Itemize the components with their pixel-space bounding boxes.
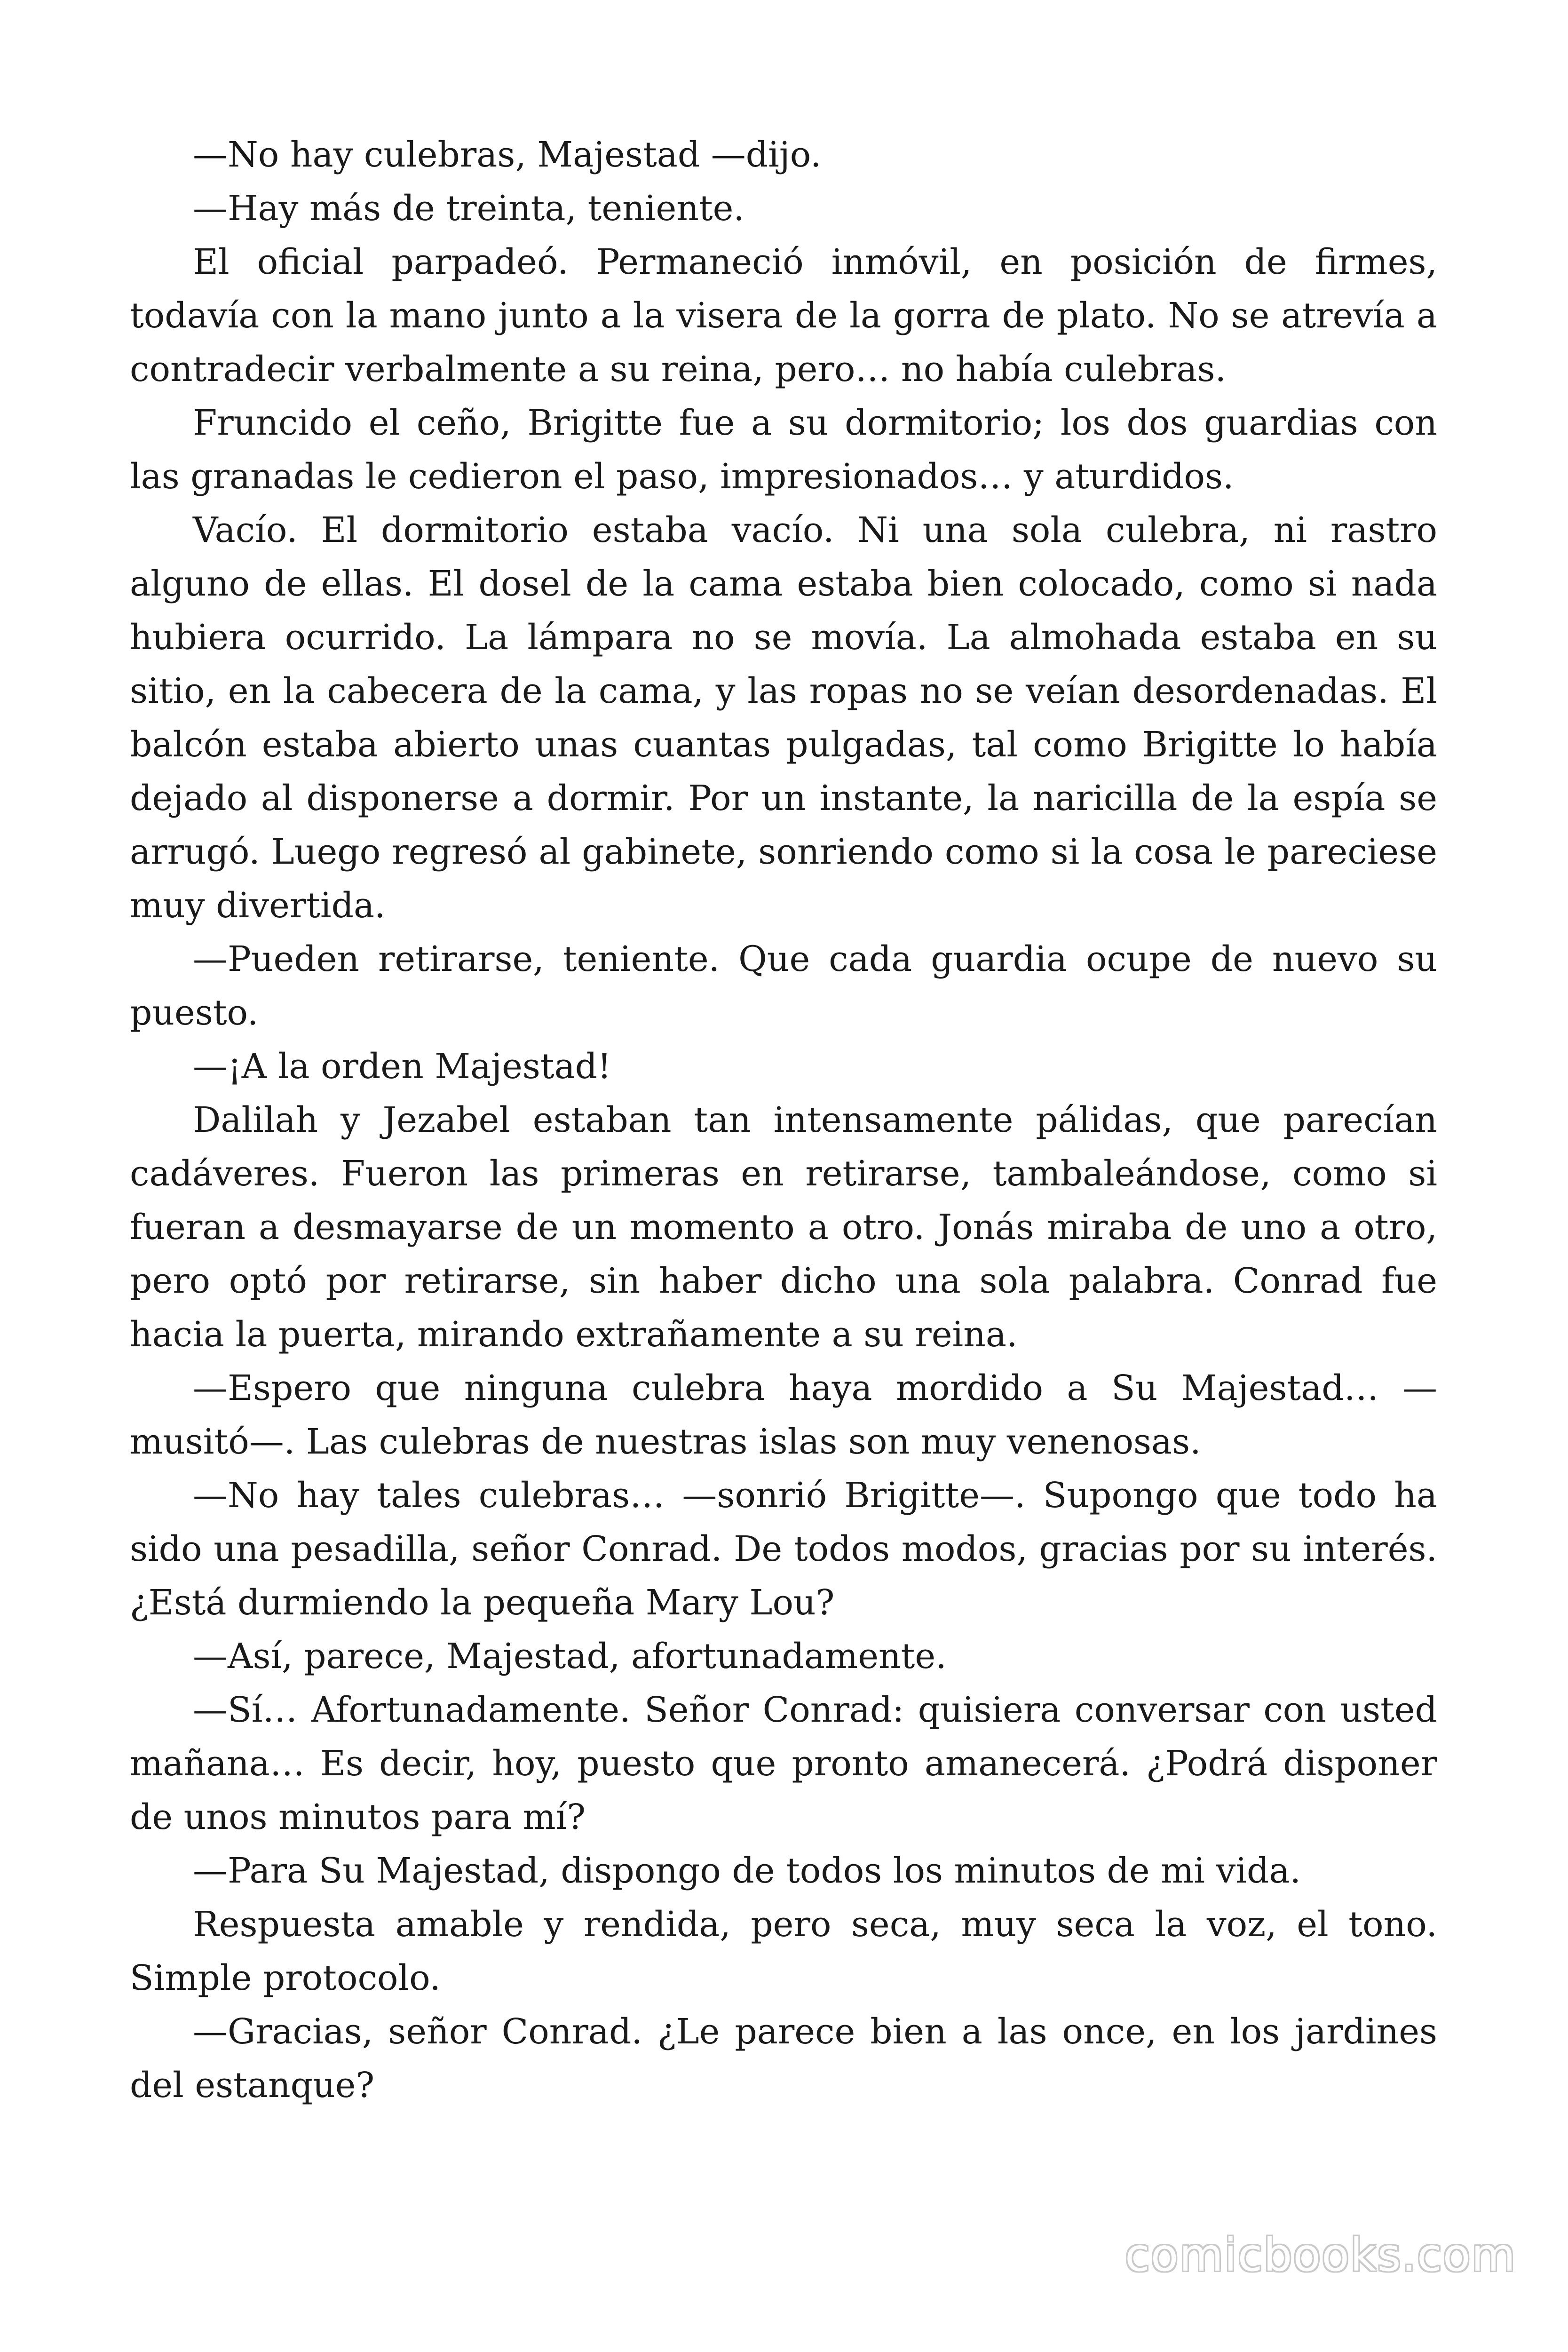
paragraph: —Sí… Afortunadamente. Señor Conrad: quisiera conversar con usted mañana… Es decir, hoy, puesto que pronto amanecerá. ¿Podrá disponer de unos minutos para mí?: [130, 1690, 1437, 1837]
paragraph: —No hay culebras, Majestad —dijo.: [193, 135, 822, 175]
paragraph: Fruncido el ceño, Brigitte fue a su dormitorio; los dos guardias con las granadas le cedieron el paso, impresionados… y aturdidos.: [130, 403, 1437, 497]
paragraph: —Para Su Majestad, dispongo de todos los minutos de mi vida.: [193, 1851, 1301, 1891]
paragraph: Dalilah y Jezabel estaban tan intensamente pálidas, que parecían cadáveres. Fueron las primeras en retirarse, tambaleándose, como si fueran a desmayarse de un momento a otro. Jonás miraba de uno a otro, pero optó por retirarse, sin haber dicho una sola palabra. Conrad fue hacia la puerta, mirando extrañamente a su reina.: [130, 1100, 1437, 1355]
paragraph: —Así, parece, Majestad, afortunadamente.: [193, 1636, 947, 1677]
paragraph: —Hay más de treinta, teniente.: [193, 188, 744, 229]
paragraph: —¡A la orden Majestad!: [193, 1046, 611, 1087]
paragraph: El oficial parpadeó. Permaneció inmóvil, en posición de firmes, todavía con la mano junto a la visera de la gorra de plato. No se atrevía a contradecir verbalmente a su reina, pero… no había culebras.: [130, 242, 1437, 389]
paragraph: —No hay tales culebras… —sonrió Brigitte—. Supongo que todo ha sido una pesadilla, señor Conrad. De todos modos, gracias por su interés. ¿Está durmiendo la pequeña Mary Lou?: [130, 1475, 1437, 1623]
paragraph: —Espero que ninguna culebra haya mordido a Su Majestad… —musitó—. Las culebras de nuestras islas son muy venenosas.: [130, 1368, 1437, 1462]
watermark: comicbooks.com: [1125, 2229, 1516, 2281]
paragraph: Vacío. El dormitorio estaba vacío. Ni una sola culebra, ni rastro alguno de ellas. El dosel de la cama estaba bien colocado, como si nada hubiera ocurrido. La lámpara no se movía. La almohada estaba en su sitio, en la cabecera de la cama, y las ropas no se veían desordenadas. El balcón estaba abierto unas cuantas pulgadas, tal como Brigitte lo había dejado al disponerse a dormir. Por un instante, la naricilla de la espía se arrugó. Luego regresó al gabinete, sonriendo como si la cosa le pareciese muy divertida.: [130, 510, 1437, 926]
paragraph: Respuesta amable y rendida, pero seca, muy seca la voz, el tono. Simple protocolo.: [130, 1904, 1437, 1998]
page-body: [130, 128, 1437, 2112]
paragraph: —Gracias, señor Conrad. ¿Le parece bien a las once, en los jardines del estanque?: [130, 2011, 1437, 2106]
paragraph: —Pueden retirarse, teniente. Que cada guardia ocupe de nuevo su puesto.: [130, 939, 1437, 1033]
